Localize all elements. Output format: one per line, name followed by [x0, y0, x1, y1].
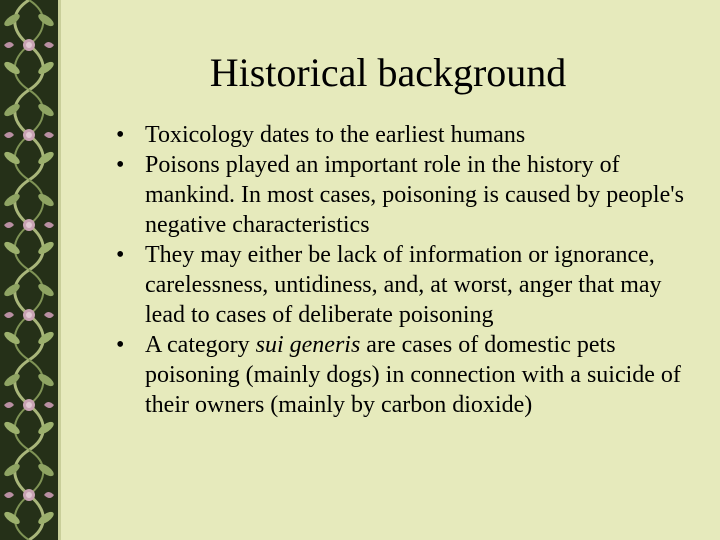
bullet-text: Poisons played an important role in the history of mankind. In most cases, poisoning is caused by people's negative characteristics: [145, 152, 684, 238]
decorative-vine-border: [0, 0, 58, 540]
bullet-text-pre: A category: [145, 332, 256, 358]
bullet-item: [110, 330, 700, 420]
border-edge-divider: [58, 0, 61, 540]
bullet-icon: •: [116, 122, 125, 148]
bullet-text: They may either be lack of information or ignorance, carelessness, untidiness, and, at worst, anger that may lead to cases of deliberate poisoning: [145, 242, 662, 328]
bullet-list: [110, 120, 700, 420]
bullet-text-italic: sui generis: [255, 332, 361, 358]
bullet-text: Toxicology dates to the earliest humans: [145, 122, 526, 148]
bullet-text-post: are cases of domestic pets poisoning (mainly dogs) in connection with a suicide of their owners (mainly by carbon dioxide): [145, 332, 681, 418]
bullet-icon: •: [116, 332, 125, 358]
bullet-item: [110, 120, 700, 150]
slide-title: Historical background: [209, 50, 567, 95]
vine-pattern-icon: [0, 0, 58, 540]
bullet-icon: •: [116, 152, 125, 178]
bullet-item: [110, 240, 700, 330]
bullet-item: [110, 150, 700, 240]
bullet-icon: •: [116, 242, 125, 268]
